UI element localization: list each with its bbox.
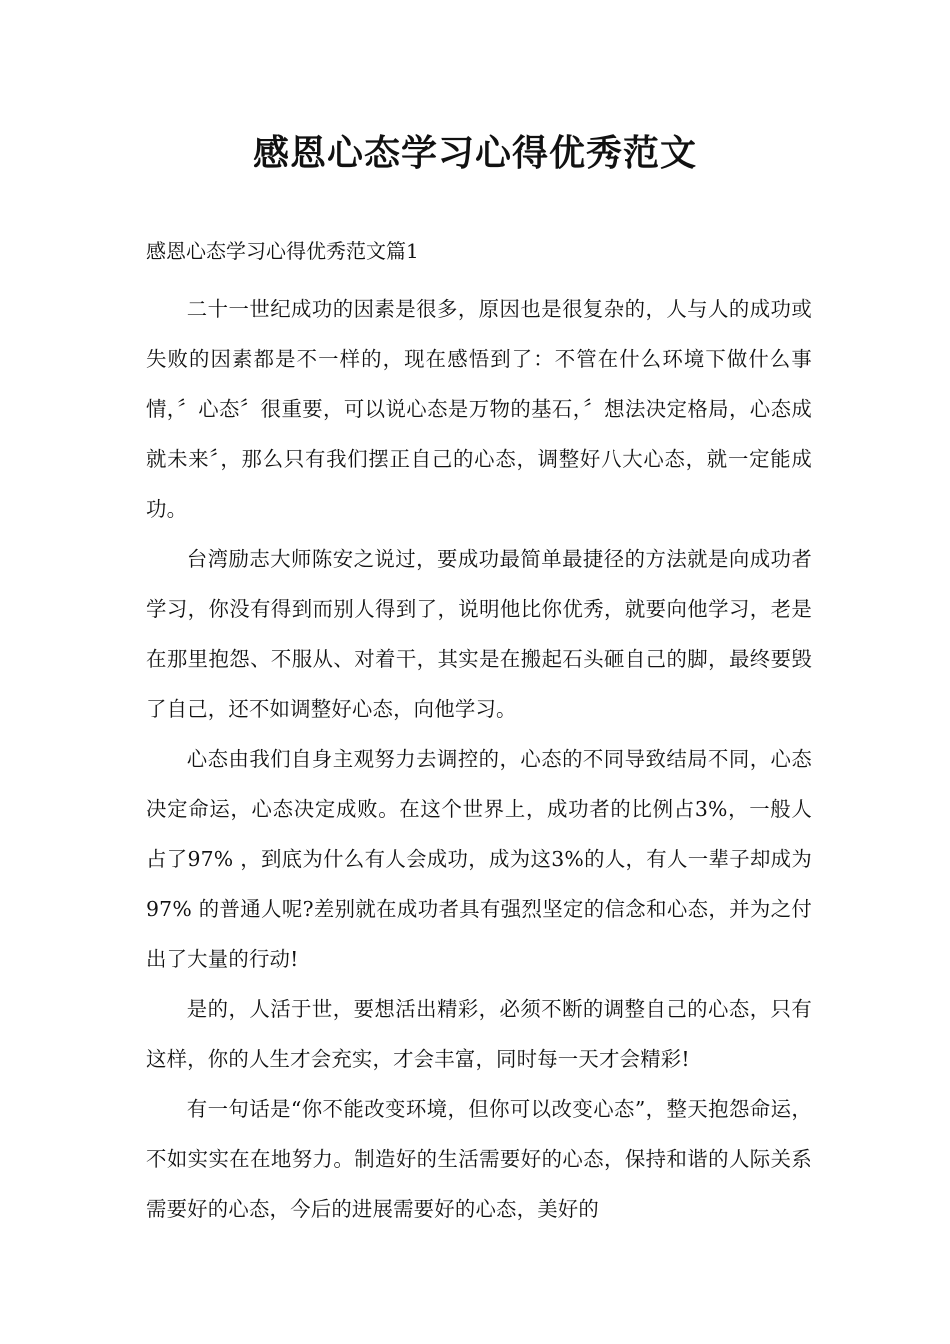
paragraph-5: 有一句话是“你不能改变环境，但你可以改变心态”，整天抱怨命运，不如实实在在地努力。制造好的生活需要好的心态，保持和谐的人际关系需要好的心态，今后的进展需要好的心态，美好的 <box>146 1097 812 1221</box>
section-heading: 感恩心态学习心得优秀范文篇1 <box>146 239 419 263</box>
document-title: 感恩心态学习心得优秀范文 <box>252 132 697 174</box>
paragraph-2: 台湾励志大师陈安之说过，要成功最简单最捷径的方法就是向成功者学习，你没有得到而别人得到了，说明他比你优秀，就要向他学习，老是在那里抱怨、不服从、对着干，其实是在搬起石头砸自己的脚，最终要毁了自己，还不如调整好心态，向他学习。 <box>146 547 812 721</box>
paragraph-4: 是的，人活于世，要想活出精彩，必须不断的调整自己的心态，只有这样，你的人生才会充实，才会丰富，同时每一天才会精彩! <box>146 997 812 1071</box>
paragraph-1: 二十一世纪成功的因素是很多，原因也是很复杂的，人与人的成功或失败的因素都是不一样的，现在感悟到了：不管在什么环境下做什么事情，〞心态〞很重要，可以说心态是万物的基石，〞想法决定格局，心态成就未来〞，那么只有我们摆正自己的心态，调整好八大心态，就一定能成功。 <box>146 297 812 521</box>
paragraph-3: 心态由我们自身主观努力去调控的，心态的不同导致结局不同，心态决定命运，心态决定成败。在这个世界上，成功者的比例占3%，一般人占了97% ，到底为什么有人会成功，成为这3%的人，有人一辈子却成为97% 的普通人呢?差别就在成功者具有强烈坚定的信念和心态，并为之付出了大量的行动! <box>146 747 812 971</box>
document-body <box>146 284 812 1234</box>
